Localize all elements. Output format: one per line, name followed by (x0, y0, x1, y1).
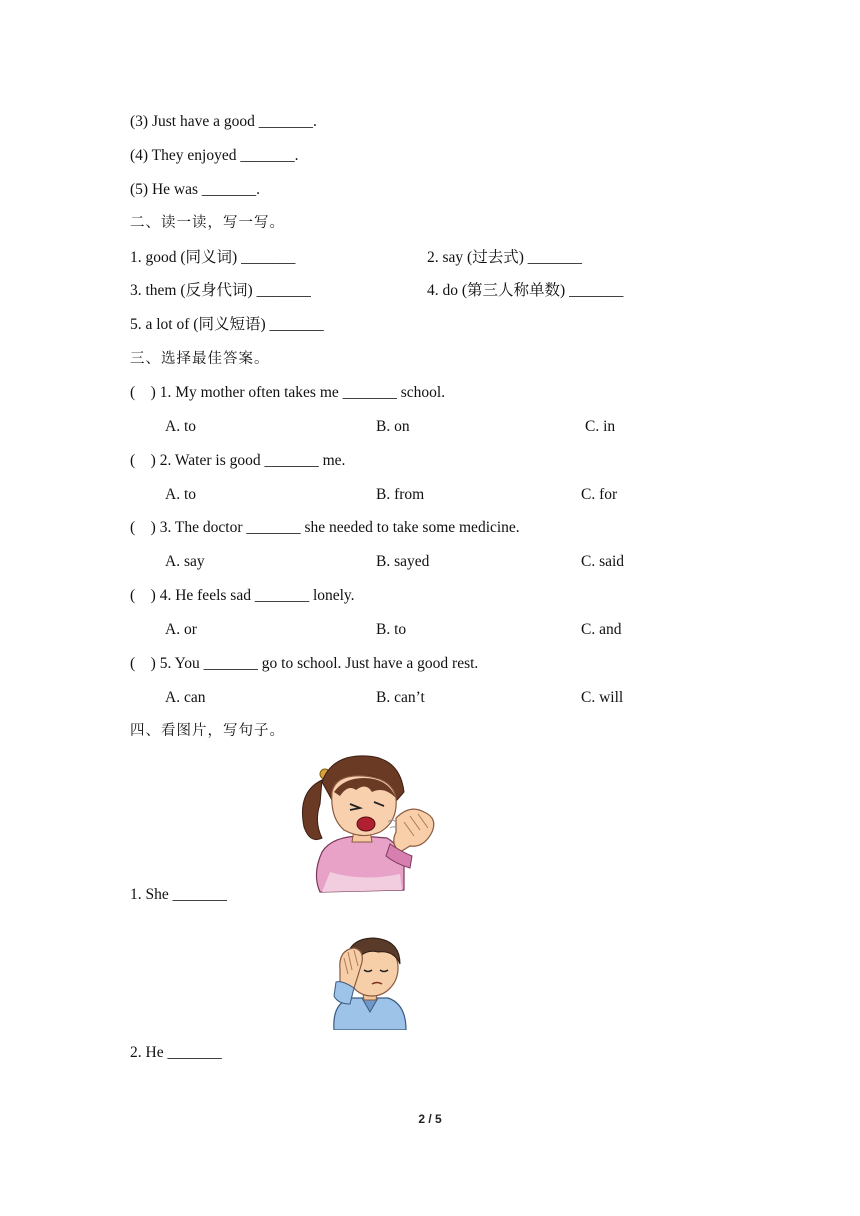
vocab-item: 5. a lot of (同义短语) _______ (130, 316, 324, 333)
picture-sentence: 1. She _______ (130, 886, 227, 903)
option-b: B. sayed (376, 553, 430, 570)
option-a: A. to (165, 418, 196, 435)
option-a: A. say (165, 553, 205, 570)
page-number: 2 / 5 (418, 1112, 442, 1126)
vocab-item: 4. do (第三人称单数) _______ (427, 282, 624, 299)
question-stem: ( ) 1. My mother often takes me _______ school. (130, 384, 446, 401)
question-stem: ( ) 3. The doctor _______ she needed to take some medicine. (130, 519, 520, 536)
girl-coughing-illustration (292, 752, 442, 894)
option-b: B. from (376, 486, 425, 503)
option-a: A. to (165, 486, 196, 503)
option-a: A. or (165, 621, 197, 638)
section-heading: 二、读一读，写一写。 (130, 215, 285, 231)
section-heading: 三、选择最佳答案。 (130, 351, 270, 367)
section-heading: 四、看图片，写句子。 (130, 723, 285, 739)
question-stem: ( ) 4. He feels sad _______ lonely. (130, 587, 355, 604)
boy-headache-illustration (328, 932, 410, 1030)
vocab-item: 1. good (同义词) _______ (130, 249, 296, 266)
option-b: B. on (376, 418, 410, 435)
question-item: (4) They enjoyed _______. (130, 147, 299, 164)
option-a: A. can (165, 689, 206, 706)
option-c: C. for (581, 486, 618, 503)
option-b: B. to (376, 621, 407, 638)
picture-sentence: 2. He _______ (130, 1044, 222, 1061)
option-b: B. can’t (376, 689, 425, 706)
question-item: (5) He was _______. (130, 181, 261, 198)
option-c: C. will (581, 689, 624, 706)
option-c: C. said (581, 553, 625, 570)
option-c: C. and (581, 621, 622, 638)
question-stem: ( ) 2. Water is good _______ me. (130, 452, 346, 469)
option-c: C. in (585, 418, 616, 435)
vocab-item: 3. them (反身代词) _______ (130, 282, 311, 299)
question-item: (3) Just have a good _______. (130, 113, 317, 130)
vocab-item: 2. say (过去式) _______ (427, 249, 582, 266)
question-stem: ( ) 5. You _______ go to school. Just have a good rest. (130, 655, 479, 672)
